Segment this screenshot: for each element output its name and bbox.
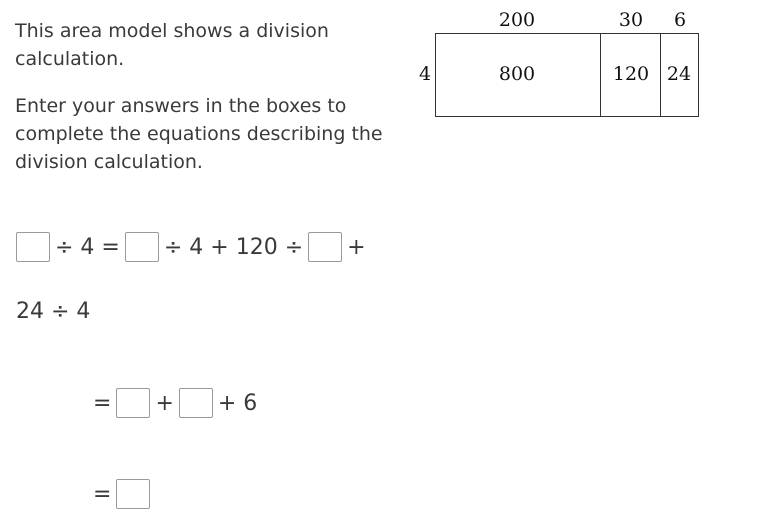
answer-box-quotient-2[interactable]: [179, 388, 213, 418]
answer-box-final[interactable]: [116, 479, 150, 509]
instruction-text: Enter your answers in the boxes to complete the equations describing the division calculation.: [15, 95, 383, 173]
equation-line-4: [93, 479, 150, 509]
cell-value-24: 24: [666, 63, 692, 85]
plus-sign: +: [155, 390, 174, 416]
column-label-200: 200: [498, 9, 536, 31]
column-label-30: 30: [618, 9, 644, 31]
cell-value-800: 800: [498, 63, 536, 85]
answer-box-dividend[interactable]: [16, 232, 50, 262]
equation-text: ÷ 4 =: [55, 234, 120, 260]
area-model: [410, 5, 730, 130]
answer-box-divisor[interactable]: [308, 232, 342, 262]
equals-sign: =: [93, 481, 112, 507]
column-label-6: 6: [673, 9, 687, 31]
answer-box-first-part[interactable]: [125, 232, 159, 262]
answer-box-quotient-1[interactable]: [116, 388, 150, 418]
equals-sign: =: [93, 390, 112, 416]
equation-line-1: [16, 232, 371, 262]
equation-text: ÷ 4 + 120 ÷: [163, 234, 304, 260]
equation-text: 24 ÷ 4: [16, 299, 91, 324]
intro-text: This area model shows a division calculation.: [15, 20, 329, 70]
equation-line-3: [93, 388, 262, 418]
row-label-4: 4: [418, 63, 432, 85]
equation-line-2: [16, 299, 90, 324]
cell-value-120: 120: [612, 63, 650, 85]
plus-sign: +: [347, 234, 366, 260]
equation-text: + 6: [217, 390, 258, 416]
